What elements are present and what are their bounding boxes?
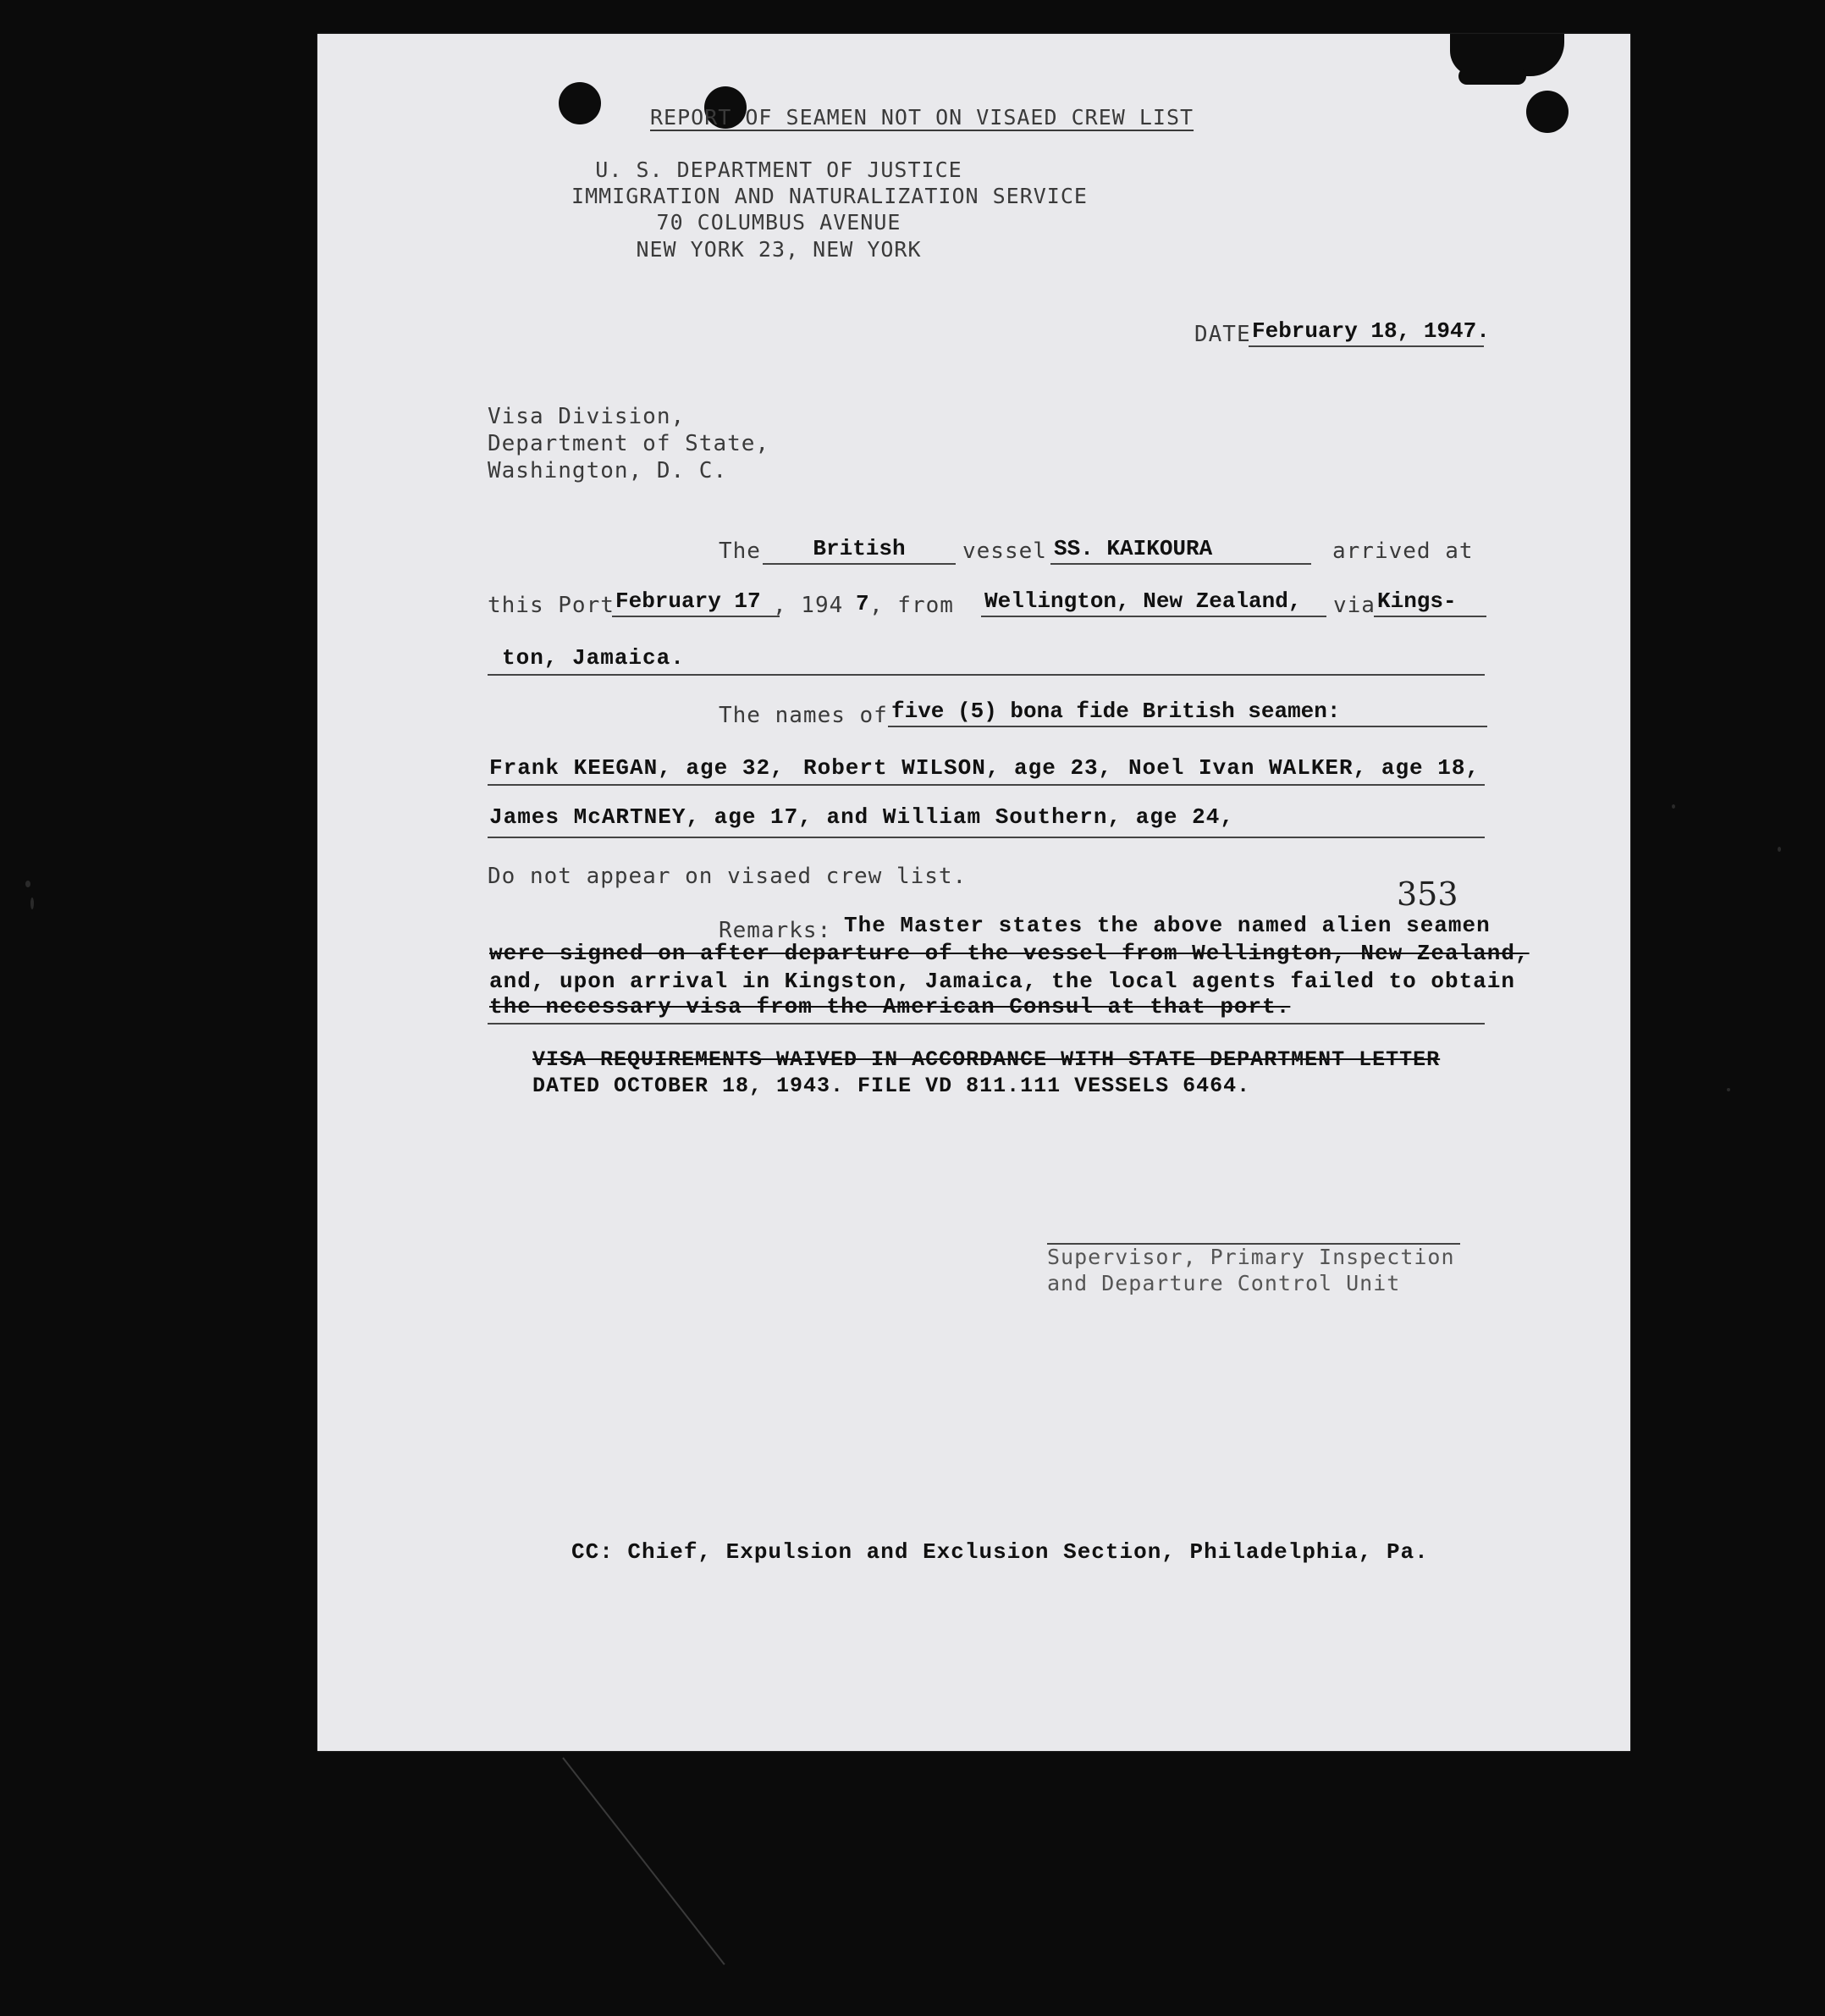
report-title: REPORT OF SEAMEN NOT ON VISAED CREW LIST xyxy=(650,105,1194,130)
carbon-copy-line: CC: Chief, Expulsion and Exclusion Section, Philadelphia, Pa. xyxy=(571,1539,1429,1565)
arrived-label: arrived at xyxy=(1332,539,1474,564)
vessel-nationality: British xyxy=(763,536,956,565)
remarks-underline xyxy=(488,1023,1485,1025)
year-suffix: , from xyxy=(869,593,954,618)
signature-title-line-2: and Departure Control Unit xyxy=(1047,1271,1401,1295)
via-label: via xyxy=(1333,593,1376,618)
waiver-line-2: DATED OCTOBER 18, 1943. FILE VD 811.111 VESSELS 6464. xyxy=(532,1074,1251,1098)
addressee-line-3: Washington, D. C. xyxy=(488,458,728,483)
via-place-part-2: ton, Jamaica. xyxy=(502,645,685,671)
addressee-line-2: Department of State, xyxy=(488,431,770,456)
seaman-keegan: Frank KEEGAN, age 32, xyxy=(489,755,785,781)
remarks-line-4: the necessary visa from the American Consul at that port. xyxy=(489,994,1291,1019)
vessel-label: vessel xyxy=(962,539,1047,564)
seaman-walker: Noel Ivan WALKER, age 18, xyxy=(1128,755,1480,781)
signature-title-line-1: Supervisor, Primary Inspection xyxy=(1047,1245,1455,1269)
remarks-line-3: and, upon arrival in Kingston, Jamaica, the local agents failed to obtain xyxy=(489,969,1515,994)
vessel-name: SS. KAIKOURA xyxy=(1050,536,1311,565)
arrival-date: February 17 xyxy=(612,588,780,617)
ink-blot xyxy=(1458,68,1526,85)
via-place-part-1: Kings- xyxy=(1374,588,1486,617)
header-line-1: U. S. DEPARTMENT OF JUSTICE xyxy=(595,157,962,182)
this-port-label: this Port xyxy=(488,593,615,618)
seamen-line-2: James McARTNEY, age 17, and William Southern, age 24, xyxy=(489,804,1234,830)
remarks-label: Remarks: xyxy=(719,918,832,943)
addressee-line-1: Visa Division, xyxy=(488,404,686,429)
names-underline-1 xyxy=(488,784,1485,786)
scan-speck xyxy=(25,881,30,887)
remarks-line-1: The Master states the above named alien seamen xyxy=(844,913,1491,938)
punch-hole-right xyxy=(1526,91,1569,133)
scan-speck xyxy=(1727,1088,1730,1091)
punch-hole-left xyxy=(559,82,601,124)
names-count: five (5) bona fide British seamen: xyxy=(888,699,1487,727)
header-line-2: IMMIGRATION AND NATURALIZATION SERVICE xyxy=(571,184,1088,208)
scan-scratch xyxy=(562,1757,725,1965)
remarks-line-2: were signed on after departure of the vessel from Wellington, New Zealand, xyxy=(489,941,1530,966)
vessel-the-label: The xyxy=(719,539,761,564)
date-value: February 18, 1947. xyxy=(1249,318,1484,347)
year-prefix: , 194 xyxy=(773,593,844,618)
date-label: DATE xyxy=(1194,322,1251,347)
scan-speck xyxy=(30,898,34,909)
names-label: The names of xyxy=(719,703,888,728)
stamped-page-number: 353 xyxy=(1397,875,1458,913)
header-line-3: 70 COLUMBUS AVENUE xyxy=(656,210,901,235)
via-underline xyxy=(488,674,1485,676)
scan-speck xyxy=(1672,804,1675,809)
document-page xyxy=(317,34,1630,1751)
year-digit: 7 xyxy=(856,591,870,616)
from-place: Wellington, New Zealand, xyxy=(981,588,1326,617)
seaman-wilson: Robert WILSON, age 23, xyxy=(803,755,1113,781)
names-underline-2 xyxy=(488,837,1485,838)
scan-speck xyxy=(1778,847,1781,852)
waiver-line-1: VISA REQUIREMENTS WAIVED IN ACCORDANCE WITH STATE DEPARTMENT LETTER xyxy=(532,1047,1441,1072)
header-line-4: NEW YORK 23, NEW YORK xyxy=(636,237,922,262)
do-not-appear-text: Do not appear on visaed crew list. xyxy=(488,864,968,889)
